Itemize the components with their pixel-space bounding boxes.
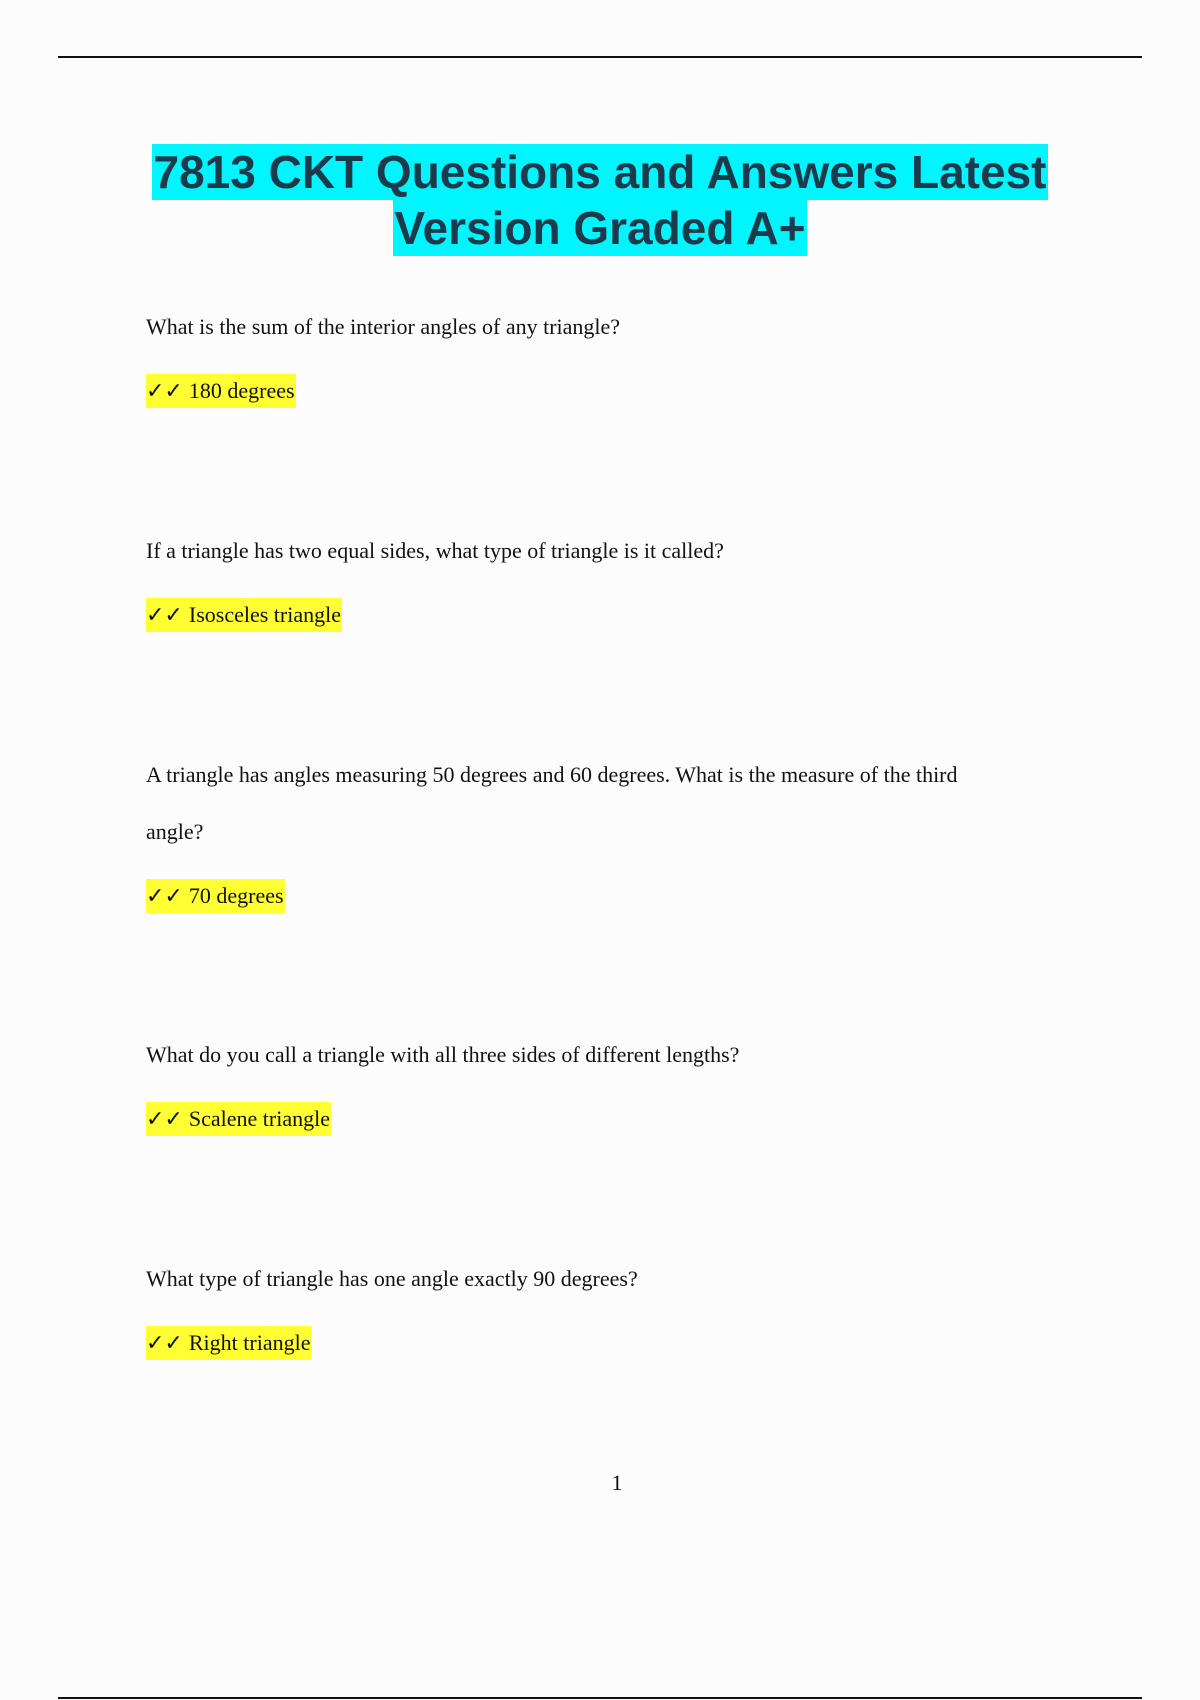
answer-text: 70 degrees xyxy=(188,883,284,908)
check-icon: ✓✓ xyxy=(146,1331,183,1356)
answer-highlight xyxy=(146,1102,331,1136)
title-line-1: 7813 CKT Questions and Answers Latest xyxy=(153,146,1047,198)
title-line-2: Version Graded A+ xyxy=(394,202,806,254)
answer-text: Scalene triangle xyxy=(188,1106,330,1131)
qa-item-1 xyxy=(146,298,1066,419)
qa-item-5 xyxy=(146,1250,1066,1371)
check-icon: ✓✓ xyxy=(146,884,183,909)
footer-rule xyxy=(58,1697,1142,1699)
check-icon: ✓✓ xyxy=(146,379,183,404)
document-title xyxy=(100,144,1100,256)
question-text: What do you call a triangle with all three sides of different lengths? xyxy=(146,1042,740,1067)
question-text: If a triangle has two equal sides, what type of triangle is it called? xyxy=(146,538,724,563)
answer-highlight xyxy=(146,374,296,408)
question-text: What type of triangle has one angle exactly 90 degrees? xyxy=(146,1266,638,1291)
header-rule xyxy=(58,56,1142,58)
page-number: 1 xyxy=(611,1470,623,1495)
check-icon: ✓✓ xyxy=(146,1107,183,1132)
answer-text: Right triangle xyxy=(188,1330,311,1355)
answer-highlight xyxy=(146,598,342,632)
answer-text: 180 degrees xyxy=(188,378,295,403)
qa-item-3 xyxy=(146,746,1066,924)
answer-text: Isosceles triangle xyxy=(188,602,341,627)
question-text-continued: angle? xyxy=(146,819,204,844)
answer-highlight xyxy=(146,879,285,913)
check-icon: ✓✓ xyxy=(146,603,183,628)
question-text: What is the sum of the interior angles of any triangle? xyxy=(146,314,621,339)
answer-highlight xyxy=(146,1326,311,1360)
qa-item-2 xyxy=(146,522,1066,643)
qa-item-4 xyxy=(146,1026,1066,1147)
question-text: A triangle has angles measuring 50 degrees and 60 degrees. What is the measure of the third xyxy=(146,762,958,787)
